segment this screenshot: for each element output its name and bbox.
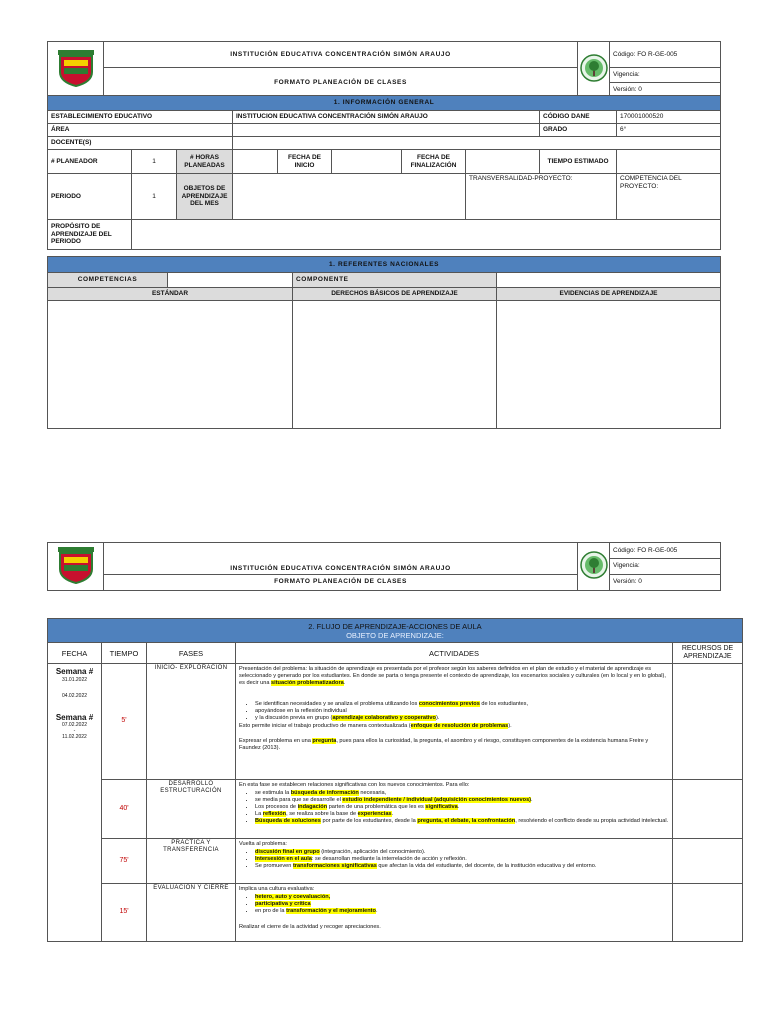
docente-label: DOCENTE(S): [48, 137, 233, 150]
section2-title: 2. FLUJO DE APRENDIZAJE-ACCIONES DE AULA: [308, 621, 482, 631]
planeador-value: 1: [132, 150, 177, 174]
fecha-fin-label: FECHA DE FINALIZACIÓN: [402, 150, 466, 174]
horas-label: # HORAS PLANEADAS: [177, 150, 233, 174]
objetos-label: OBJETOS DE APRENDIZAJE DEL MES: [177, 174, 233, 220]
activity-cell: Presentación del problema: la situación de aprendizaje es presentada por el profesor según los saberes definidos en el plan de estudio y el material de aprendizaje es seleccionado y generado por los estudiantes. En donde se parta o tenga presente el contexto de aprendizaje, los escenarios sociales y culturales (en lo local y en lo global), es decir una situación problematizadora. • Se identifican necesidades y se analiza el problema utilizando los conocimientos previos de los estudiantes, • apoyándose en la reflexión individual • y la discusión previa en grupo (aprendizaje colaborativo y cooperativo). Esto permite iniciar el trabajo productivo de manera contextualizada (enfoque de resolución de problemas). Expresar el problema en una pregunta, pues para ellos la curiosidad, la pregunta, el asombro y el riesgo, constituyen componentes de la existencia humana Freire y Faundez (2013).: [236, 664, 673, 780]
activity-cell: Implica una cultura evaluativa: • hetero, auto y coevaluación, • participativa y crítica • en pro de la transformación y el mejoramiento. Realizar el cierre de la actividad y recoger apreciaciones.: [236, 884, 673, 942]
resources-cell[interactable]: [673, 884, 743, 942]
activity-cell: Vuelta al problema: • discusión final en grupo (integración, aplicación del conocimiento). • Intersesión en el aula: se desarrollan mediante la interrelación de acción y reflexión. • Se promueven transformaciones significativas que afectan la vida del estudiante, del docente, de la institución educativa y del entorno.: [236, 839, 673, 884]
resources-cell[interactable]: [673, 780, 743, 839]
docente-value[interactable]: [233, 137, 721, 150]
header-format: FORMATO PLANEACIÓN DE CLASES: [104, 574, 578, 590]
area-label: ÁREA: [48, 124, 233, 137]
school-seal-icon: [578, 42, 610, 98]
estandar-label: ESTÁNDAR: [48, 288, 293, 301]
flujo-table: [47, 618, 743, 942]
semana-1-start: 31.01.2022: [61, 676, 88, 683]
grado-value: 6°: [617, 124, 721, 137]
table-row: [48, 884, 743, 942]
school-crest-icon: [48, 543, 104, 591]
section1-title: 1. INFORMACIÓN GENERAL: [48, 96, 721, 111]
page2-header: [47, 542, 721, 591]
page1-header: [47, 41, 721, 98]
dane-value: 170001000520: [617, 111, 721, 124]
fecha-cell: [48, 664, 102, 942]
header-institution: INSTITUCIÓN EDUCATIVA CONCENTRACIÓN SIMÓN ARAUJO: [104, 42, 578, 68]
competencias-label: COMPETENCIAS: [48, 273, 168, 288]
resources-cell[interactable]: [673, 839, 743, 884]
table-row: [48, 780, 743, 839]
section2-subtitle: OBJETO DE APRENDIZAJE:: [346, 630, 444, 640]
header-validity: Vigencia:: [610, 558, 721, 574]
proposito-value[interactable]: [132, 220, 721, 250]
planeador-label: # PLANEADOR: [48, 150, 132, 174]
header-code: Código: FO R-GE-005: [610, 42, 721, 68]
semana-1: Semana #: [55, 667, 94, 676]
fecha-inicio-label: FECHA DE INICIO: [278, 150, 332, 174]
header-institution: INSTITUCIÓN EDUCATIVA CONCENTRACIÓN SIMÓN ARAUJO: [104, 543, 578, 575]
time-cell: 5': [102, 664, 147, 780]
phase-cell: PRÁCTICA Y TRANSFERENCIA: [147, 839, 236, 884]
periodo-value: 1: [132, 174, 177, 220]
fecha-inicio-value[interactable]: [332, 150, 402, 174]
semana-2-end: 11.02.2022: [62, 734, 87, 741]
time-cell: 15': [102, 884, 147, 942]
dane-label: CÓDIGO DANE: [540, 111, 617, 124]
transversalidad-label: TRANSVERSALIDAD-PROYECTO:: [466, 174, 617, 220]
time-cell: 75': [102, 839, 147, 884]
phase-cell: EVALUACIÓN Y CIERRE: [147, 884, 236, 942]
col-fecha: FECHA: [48, 643, 102, 664]
tiempo-value[interactable]: [617, 150, 721, 174]
competencia-proyecto-label: COMPETENCIA DEL PROYECTO:: [617, 174, 721, 220]
semana-1-end: 04.02.2022: [61, 692, 88, 699]
header-version: Versión: 0: [610, 574, 721, 590]
header-code: Código: FO R-GE-005: [610, 543, 721, 559]
table-row: [48, 664, 743, 780]
establecimiento-label: ESTABLECIMIENTO EDUCATIVO: [48, 111, 233, 124]
semana-2-dash: -: [73, 728, 76, 735]
objetos-value[interactable]: [233, 174, 466, 220]
header-format: FORMATO PLANEACIÓN DE CLASES: [104, 68, 578, 98]
establecimiento-value: INSTITUCION EDUCATIVA CONCENTRACIÓN SIMÓN ARAUJO: [233, 111, 540, 124]
col-recursos: RECURSOS DE APRENDIZAJE: [673, 643, 743, 664]
referentes-title: 1. REFERENTES NACIONALES: [48, 257, 721, 273]
semana-2: Semana #: [55, 712, 94, 722]
evidencias-label: EVIDENCIAS DE APRENDIZAJE: [497, 288, 721, 301]
competencias-value[interactable]: [168, 273, 293, 288]
componente-label: COMPONENTE: [293, 273, 497, 288]
semana-2-start: 07.02.2022: [61, 722, 88, 729]
school-seal-icon: [578, 543, 610, 591]
horas-value[interactable]: [233, 150, 278, 174]
area-value[interactable]: [233, 124, 540, 137]
referentes-table: [47, 256, 721, 429]
col-tiempo: TIEMPO: [102, 643, 147, 664]
school-crest-icon: [48, 42, 104, 98]
estandar-value[interactable]: [48, 301, 293, 429]
componente-value[interactable]: [497, 273, 721, 288]
tiempo-label: TIEMPO ESTIMADO: [540, 150, 617, 174]
dba-label: DERECHOS BÁSICOS DE APRENDIZAJE: [293, 288, 497, 301]
proposito-label: PROPÓSITO DE APRENDIZAJE DEL PERIODO: [48, 220, 132, 250]
header-validity: Vigencia:: [610, 68, 721, 83]
evidencias-value[interactable]: [497, 301, 721, 429]
dba-value[interactable]: [293, 301, 497, 429]
fecha-fin-value[interactable]: [466, 150, 540, 174]
header-version: Versión: 0: [610, 83, 721, 98]
phase-cell: INICIO- EXPLORACIÓN: [147, 664, 236, 780]
col-fases: FASES: [147, 643, 236, 664]
time-cell: 40': [102, 780, 147, 839]
activity-cell: En esta fase se establecen relaciones significativas con los nuevos conocimientos. Para ello: • se estimula la búsqueda de información necesaria, • se media para que se desarrolle el estudio independiente / individual (adquisición conocimientos nuevos). • Los procesos de indagación parten de una problemática que les es significativa. • La reflexión, se realiza sobre la base de experiencias. • Búsqueda de soluciones por parte de los estudiantes, desde la pregunta, el debate, la confrontación, resolviendo el conflicto desde su propia actividad intelectual.: [236, 780, 673, 839]
general-info-table: [47, 95, 721, 250]
col-actividades: ACTIVIDADES: [236, 643, 673, 664]
resources-cell[interactable]: [673, 664, 743, 780]
grado-label: GRADO: [540, 124, 617, 137]
table-row: [48, 839, 743, 884]
phase-cell: DESARROLLO ESTRUCTURACIÓN: [147, 780, 236, 839]
periodo-label: PERIODO: [48, 174, 132, 220]
